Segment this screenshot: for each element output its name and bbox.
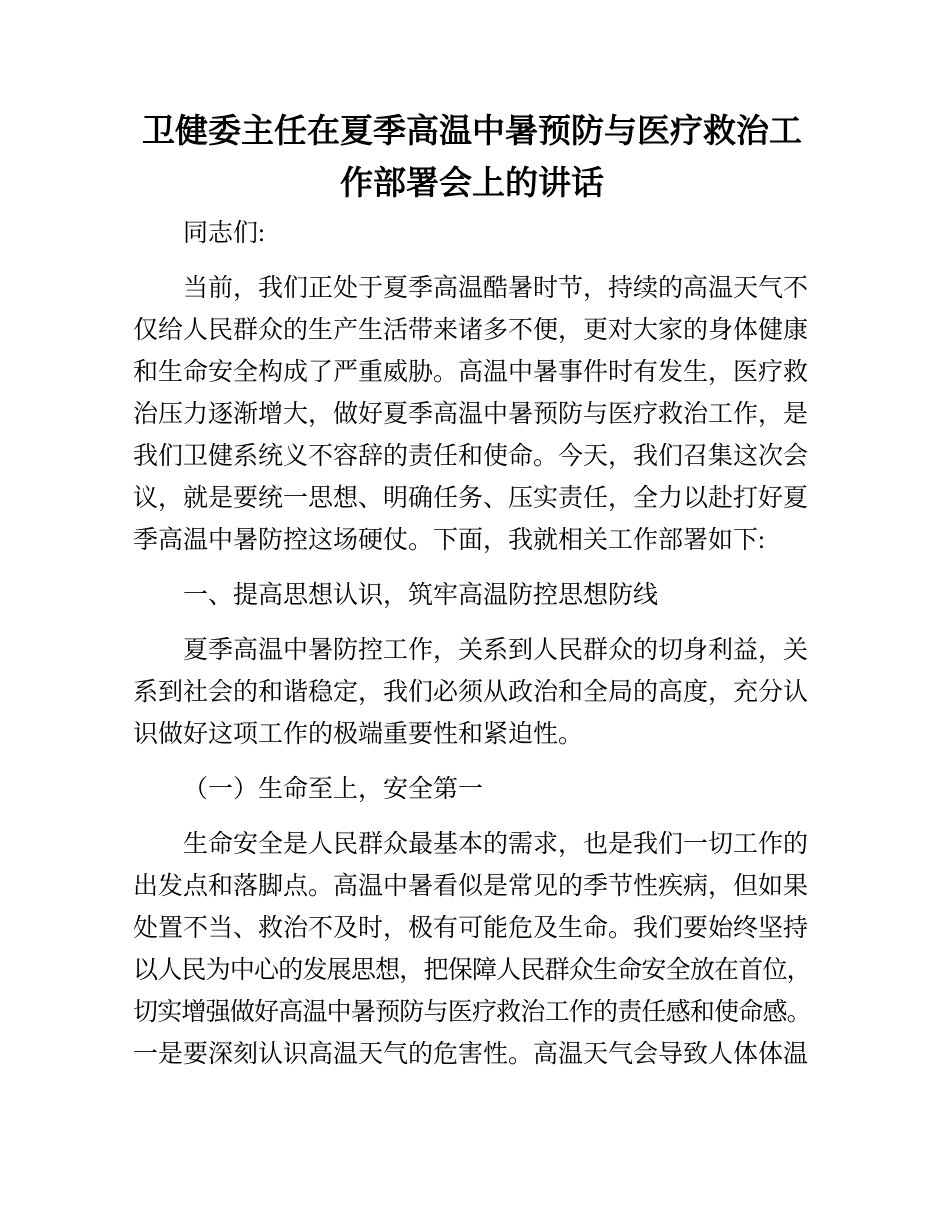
section-heading bbox=[133, 575, 811, 617]
text-line: 夏季高温中暑防控工作，关系到人民群众的切身利益，关 bbox=[183, 637, 809, 664]
text-line: 识做好这项工作的极端重要性和紧迫性。 bbox=[133, 721, 584, 748]
body-paragraph bbox=[133, 824, 811, 1076]
text-line: 一是要深刻认识高温天气的危害性。高温天气会导致人体体温 bbox=[133, 1041, 809, 1068]
body-paragraph bbox=[133, 630, 811, 756]
document-body bbox=[133, 213, 811, 1076]
title-line: 作部署会上的讲话 bbox=[340, 164, 604, 201]
text-line: 系到社会的和谐稳定，我们必须从政治和全局的高度，充分认 bbox=[133, 679, 809, 706]
text-line: 切实增强做好高温中暑预防与医疗救治工作的责任感和使命感。 bbox=[133, 999, 811, 1026]
subsection-heading bbox=[133, 769, 811, 811]
text-line: 治压力逐渐增大，做好夏季高温中暑预防与医疗救治工作，是 bbox=[133, 401, 809, 428]
text-line: 议，就是要统一思想、明确任务、压实责任，全力以赴打好夏 bbox=[133, 485, 809, 512]
text-line: 生命安全是人民群众最基本的需求，也是我们一切工作的 bbox=[183, 831, 809, 858]
text-line: 当前，我们正处于夏季高温酷暑时节，持续的高温天气不 bbox=[183, 275, 809, 302]
text-line: 我们卫健系统义不容辞的责任和使命。今天，我们召集这次会 bbox=[133, 443, 809, 470]
text-line: 同志们: bbox=[183, 220, 265, 247]
document-title bbox=[133, 105, 811, 209]
text-line: 处置不当、救治不及时，极有可能危及生命。我们要始终坚持 bbox=[133, 915, 809, 942]
text-line: 和生命安全构成了严重威胁。高温中暑事件时有发生，医疗救 bbox=[133, 359, 809, 386]
text-line: 季高温中暑防控这场硬仗。下面，我就相关工作部署如下: bbox=[133, 527, 765, 554]
title-line: 卫健委主任在夏季高温中暑预防与医疗救治工 bbox=[142, 112, 802, 149]
text-line: 以人民为中心的发展思想，把保障人民群众生命安全放在首位， bbox=[133, 957, 811, 984]
salutation bbox=[133, 213, 811, 255]
body-paragraph bbox=[133, 268, 811, 562]
document-content bbox=[133, 105, 811, 1089]
text-line: （一）生命至上，安全第一 bbox=[183, 776, 484, 803]
text-line: 仅给人民群众的生产生活带来诸多不便，更对大家的身体健康 bbox=[133, 317, 809, 344]
text-line: 一、提高思想认识，筑牢高温防控思想防线 bbox=[183, 582, 659, 609]
text-line: 出发点和落脚点。高温中暑看似是常见的季节性疾病，但如果 bbox=[133, 873, 809, 900]
